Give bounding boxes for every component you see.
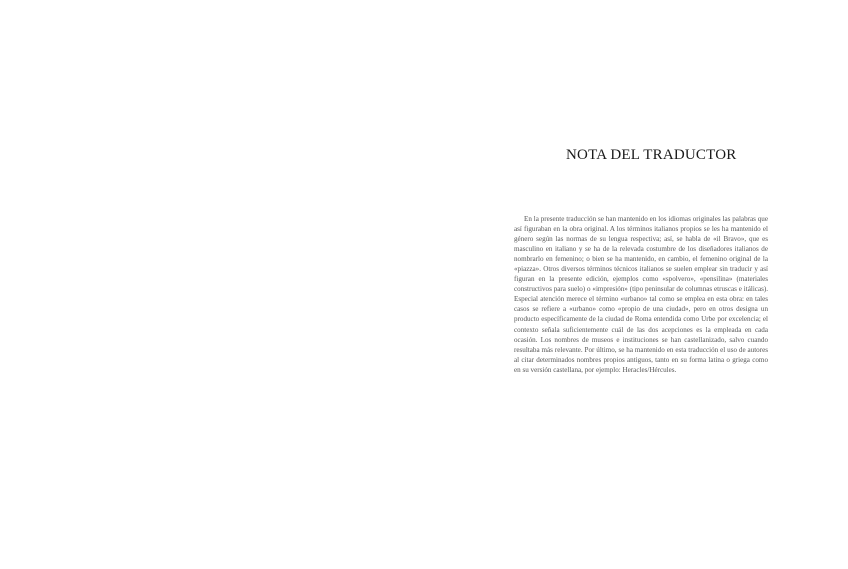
translator-note-paragraph: En la presente traducción se han mantenido en los idiomas originales las palabras que así figuraban en la obra original. A los términos italianos propios se les ha mantenido el género según las normas de su lengua respectiva; así, se habla de «il Bravo», que es masculino en italiano y se ha de la relevada costumbre de los diseñadores italianos de nombrarlo en femenino; o bien se ha mantenido, en cambio, el femenino original de la «piazza». Otros diversos términos técnicos italianos se suelen emplear sin traducir y así figuran en la presente edición, ejemplos como «spolvero», «pensilina» (materiales constructivos para suelo) o «impresión» (tipo peninsular de columnas etruscas e itálicas). Especial atención merece el término «urbano» tal como se emplea en esta obra: en tales casos se refiere a «urbano» como «propio de una ciudad», pero en otros designa un producto específicamente de la ciudad de Roma entendida como Urbe por excelencia; el contexto señala suficientemente cuál de las dos acepciones es la empleada en cada ocasión. Los nombres de museos e instituciones se han castellanizado, salvo cuando resultaba más relevante. Por último, se ha mantenido en esta traducción el uso de autores al citar determinados nombres propios antiguos, tanto en su forma latina o griega como en su versión castellana, por ejemplo: Heracles/Hércules.: [514, 215, 768, 374]
page-title: NOTA DEL TRADUCTOR: [566, 147, 737, 163]
